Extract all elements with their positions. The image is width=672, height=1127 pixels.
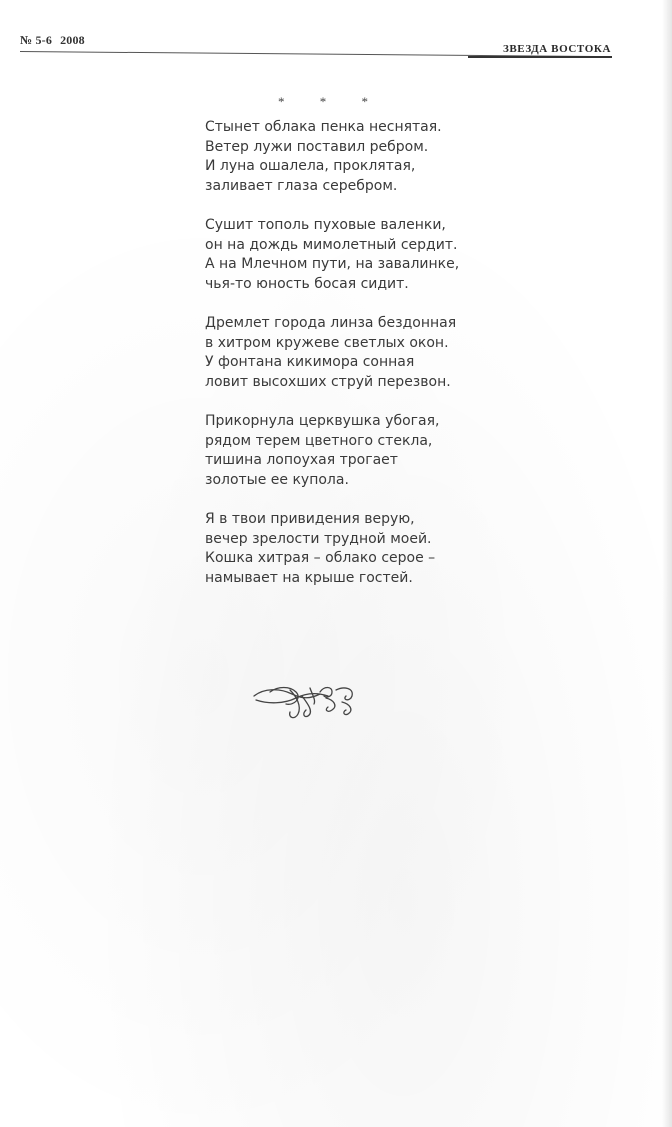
poem-line: чья-то юность босая сидит. xyxy=(205,275,409,292)
poem-line: в хитром кружеве светлых окон. xyxy=(205,334,449,351)
poem-line: У фонтана кикимора сонная xyxy=(205,354,415,370)
poem-line: вечер зрелости трудной моей. xyxy=(205,530,432,547)
poem-line: Стынет облака пенка неснятая. xyxy=(205,119,442,135)
poem-line: золотые ее купола. xyxy=(205,471,349,488)
poem-line: Прикорнула церквушка убогая, xyxy=(205,413,440,429)
poem-line: намывает на крыше гостей. xyxy=(205,569,413,586)
poem-line: заливает глаза серебром. xyxy=(205,177,398,194)
header-rule-accent xyxy=(468,56,612,58)
issue-year: 2008 xyxy=(60,33,85,47)
poem-line: Сушит тополь пуховые валенки, xyxy=(205,217,446,233)
journal-title: ЗВЕЗДА ВОСТОКА xyxy=(502,43,611,55)
page-edge-shadow xyxy=(662,0,672,1127)
poem-line: Я в твои привидения верую, xyxy=(205,511,415,527)
poem-line: Кошка хитрая – облако серое – xyxy=(205,550,436,566)
stanza-5 xyxy=(205,510,505,588)
stanza-1 xyxy=(205,118,505,196)
poem-line: ловит высохших струй перезвон. xyxy=(205,373,451,390)
poem-separator: * * * xyxy=(278,94,384,109)
poem-line: Дремлет города линза бездонная xyxy=(205,315,457,331)
issue-label: № 5-6 xyxy=(20,33,53,47)
poem-line: И луна ошалела, проклятая, xyxy=(205,158,416,174)
stanza-4 xyxy=(205,412,505,490)
poem-line: А на Млечном пути, на завалинке, xyxy=(205,256,460,272)
stanza-2 xyxy=(205,216,505,294)
poem-line: тишина лопоухая трогает xyxy=(205,452,398,468)
flourish-ornament-icon xyxy=(250,682,366,722)
poem-line: он на дождь мимолетный сердит. xyxy=(205,236,458,253)
poem-line: Ветер лужи поставил ребром. xyxy=(205,138,429,155)
poem-body xyxy=(205,118,505,608)
poem-line: рядом терем цветного стекла, xyxy=(205,432,433,449)
stanza-3 xyxy=(205,314,505,392)
issue-number xyxy=(20,33,85,48)
